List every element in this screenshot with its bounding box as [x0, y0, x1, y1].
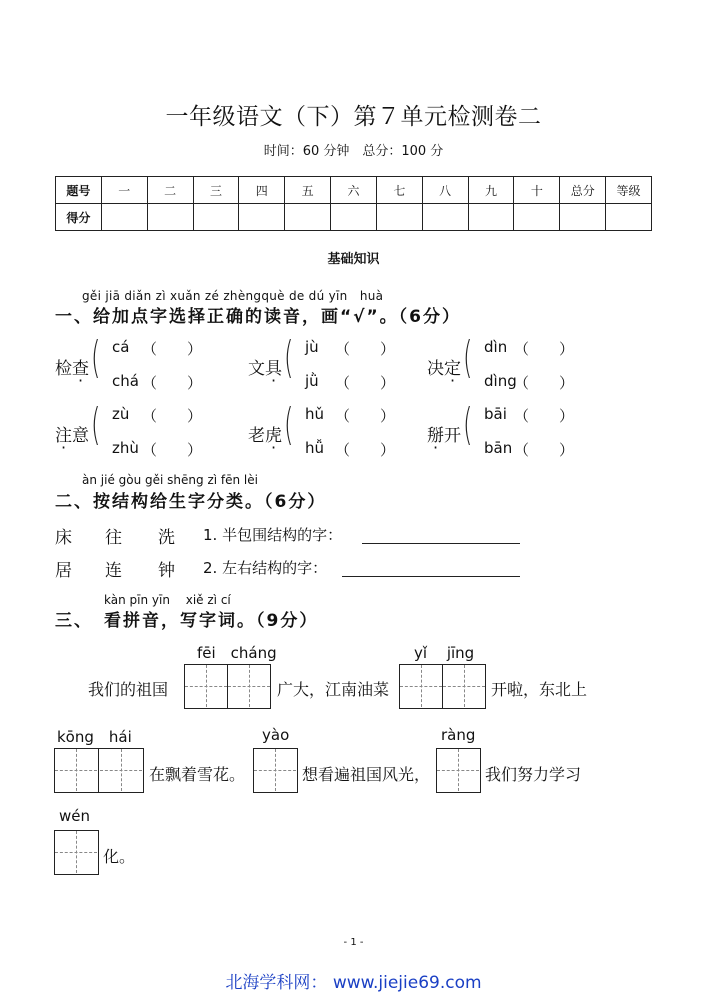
q1-option: zù [112, 405, 130, 423]
q3-text: 开啦，东北上 [491, 680, 588, 699]
q1-answer-paren[interactable]: （ ） [335, 374, 396, 392]
q2-char: 钟 [158, 561, 175, 581]
page-title: 一年级语文（下）第７单元检测卷二 [165, 104, 542, 130]
section-title: 基础知识 [327, 252, 380, 267]
score-header-cell: 三 [193, 177, 239, 204]
pinyin-yao: yào [262, 726, 290, 744]
score-header-cell: 四 [239, 177, 285, 204]
score-header-cell: 六 [331, 177, 377, 204]
q1-answer-paren[interactable]: （ ） [514, 374, 575, 392]
q1-option: jǜ [305, 372, 319, 390]
score-input-cell[interactable] [147, 204, 193, 231]
q2-answer-line-1[interactable] [362, 543, 520, 544]
exam-info: 时间：60 分钟 总分：100 分 [263, 144, 444, 159]
q2-char: 床 [55, 528, 72, 548]
q1-option: hǔ [305, 405, 325, 423]
score-input-cell[interactable] [376, 204, 422, 231]
score-input-cell[interactable] [606, 204, 652, 231]
score-table [55, 176, 652, 231]
q1-option: cá [112, 338, 130, 356]
brace-icon: ( [284, 399, 294, 450]
q1-option: dìng [484, 372, 517, 390]
q1-answer-paren[interactable]: （ ） [514, 407, 575, 425]
q2-char: 连 [105, 561, 122, 581]
score-input-cell[interactable] [239, 204, 285, 231]
pinyin-wen: wén [59, 807, 91, 825]
q2-category-2: 2. 左右结构的字： [203, 559, 328, 577]
q3-text: 广大，江南油菜 [277, 680, 390, 699]
score-input-cell[interactable] [101, 204, 147, 231]
score-header-cell: 总分 [560, 177, 606, 204]
q2-answer-line-2[interactable] [342, 576, 520, 577]
q1-answer-paren[interactable]: （ ） [142, 340, 203, 358]
brace-icon: ( [463, 399, 473, 450]
q1-option: zhù [112, 439, 139, 457]
brace-icon: ( [463, 332, 473, 383]
writing-box-1[interactable] [253, 748, 298, 793]
q1-answer-paren[interactable]: （ ） [335, 441, 396, 459]
q1-word: 掰开 [427, 426, 461, 446]
score-header-cell: 二 [147, 177, 193, 204]
score-header-cell: 五 [285, 177, 331, 204]
brace-icon: ( [91, 332, 101, 383]
q1-word: 文具 [248, 359, 282, 379]
q1-option: dìn [484, 338, 508, 356]
q1-option: bāi [484, 405, 507, 423]
writing-box-1[interactable] [54, 830, 99, 875]
pinyin-kong-hai: kōng hái [57, 728, 132, 746]
q1-heading: 一、给加点字选择正确的读音，画“√”。（6分） [55, 307, 462, 327]
q3-text: 化。 [103, 847, 136, 866]
q1-answer-paren[interactable]: （ ） [142, 441, 203, 459]
score-input-cell[interactable] [514, 204, 560, 231]
q2-pinyin: àn jié gòu gěi shēng zì fēn lèi [82, 473, 258, 487]
q3-number: 三、 [55, 611, 93, 631]
score-input-cell[interactable] [285, 204, 331, 231]
q2-char: 居 [55, 561, 72, 581]
q1-answer-paren[interactable]: （ ） [142, 407, 203, 425]
score-header-cell: 七 [376, 177, 422, 204]
q1-word: 注意 [55, 426, 89, 446]
q1-answer-paren[interactable]: （ ） [335, 407, 396, 425]
q3-text: 在飘着雪花。 [149, 765, 246, 784]
q1-answer-paren[interactable]: （ ） [142, 374, 203, 392]
q3-pinyin: kàn pīn yīn xiě zì cí [104, 593, 231, 607]
q2-char: 往 [105, 528, 122, 548]
score-row-label: 得分 [56, 204, 102, 231]
q1-word: 老虎 [248, 426, 282, 446]
q2-heading: 二、按结构给生字分类。（6分） [55, 492, 327, 512]
score-header-cell: 八 [422, 177, 468, 204]
page-number: - 1 - [343, 937, 364, 948]
q1-word: 检查 [55, 359, 89, 379]
q1-answer-paren[interactable]: （ ） [514, 340, 575, 358]
writing-box-1[interactable] [436, 748, 481, 793]
score-header-cell: 一 [101, 177, 147, 204]
q1-option: jù [305, 338, 319, 356]
q3-text: 我们努力学习 [485, 765, 582, 784]
q1-option: hǚ [305, 439, 325, 457]
writing-box-2[interactable] [399, 664, 486, 709]
q1-option: bān [484, 439, 513, 457]
score-header-cell: 十 [514, 177, 560, 204]
q1-pinyin: gěi jiā diǎn zì xuǎn zé zhèngquè de dú yīn huà [82, 289, 384, 303]
score-input-cell[interactable] [468, 204, 514, 231]
q1-word: 决定 [427, 359, 461, 379]
pinyin-rang: ràng [441, 726, 476, 744]
brace-icon: ( [91, 399, 101, 450]
pinyin-fei-chang: fēi cháng [197, 644, 277, 662]
q2-char: 洗 [158, 528, 175, 548]
score-input-cell[interactable] [193, 204, 239, 231]
score-header-row [56, 177, 652, 204]
score-header-cell: 等级 [606, 177, 652, 204]
brace-icon: ( [284, 332, 294, 383]
q3-text: 我们的祖国 [88, 680, 169, 699]
pinyin-yi-jing: yǐ jīng [414, 644, 475, 662]
score-input-cell[interactable] [331, 204, 377, 231]
q1-option: chá [112, 372, 139, 390]
writing-box-2[interactable] [184, 664, 271, 709]
score-header-cell: 九 [468, 177, 514, 204]
q3-text: 想看遍祖国风光， [302, 765, 431, 784]
q1-answer-paren[interactable]: （ ） [335, 340, 396, 358]
score-input-cell[interactable] [422, 204, 468, 231]
score-input-cell[interactable] [560, 204, 606, 231]
score-value-row [56, 204, 652, 231]
writing-box-2[interactable] [54, 748, 144, 793]
q1-answer-paren[interactable]: （ ） [514, 441, 575, 459]
footer-watermark: 北海学科网： www.jiejie69.com [225, 973, 482, 993]
q2-category-1: 1. 半包围结构的字： [203, 526, 343, 544]
q3-heading: 看拼音，写字词。（9分） [104, 611, 319, 631]
score-header-label: 题号 [56, 177, 102, 204]
